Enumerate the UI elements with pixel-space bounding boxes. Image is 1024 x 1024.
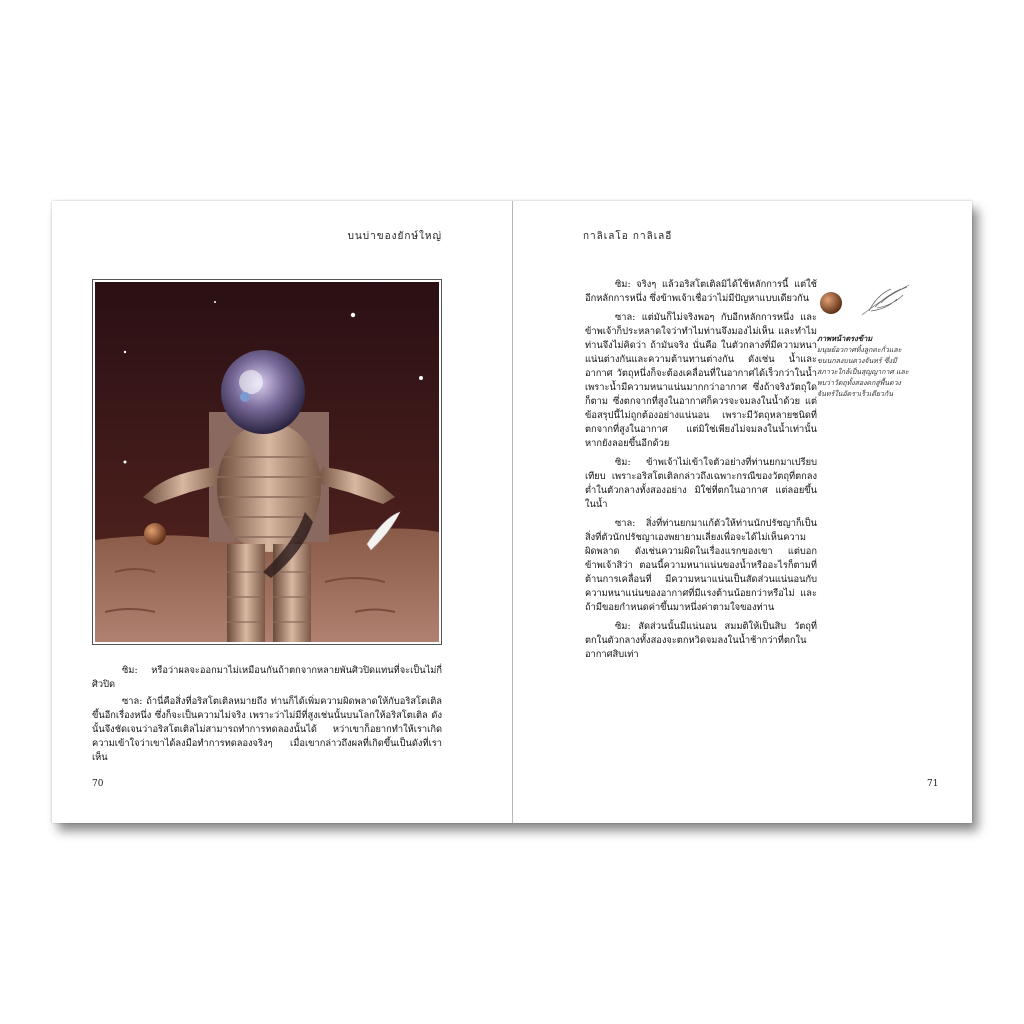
caption-text: มนุษย์อวกาศทิ้งลูกตะกั่วและขนนกลงบนดวงจันทร์ ซึ่งมีสภาวะใกล้เป็นสุญญากาศ และพบว่าวัตถุทั้งสองตกสู่พื้นดวงจันทร์ในอัตราเร็วเดียวกัน [817, 346, 909, 398]
paragraph: ซิม: ข้าพเจ้าไม่เข้าใจตัวอย่างที่ท่านยกมาเปรียบเทียบ เพราะอริสโตเติลกล่าวถึงเฉพาะกรณีของวัตถุที่ตกลงต่ำในตัวกลางทั้งสองอย่าง มิใช่ที่ตกในอากาศ แต่ลอยขึ้นในน้ำ [585, 457, 817, 510]
moon-scene-image [95, 282, 439, 642]
paragraph: ซาล: แต่มันก็ไม่จริงพอๆ กับอีกหลักการหนึ่ง และข้าพเจ้าก็ประหลาดใจว่าทำไมท่านจึงมองไม่เห็น และทำไมท่านจึงไม่คิดว่า ถ้ามันจริง นั่นคือ ในตัวกลางที่มีความหนาแน่นต่างกันและความต้านทานต่างกัน ดังเช่น น้ำและอากาศ วัตถุหนึ่งก็จะต้องเคลื่อนที่ในอากาศได้เร็วกว่าในน้ำ เพราะน้ำมีความหนาแน่นมากกว่าอากาศ ซึ่งถ้าจริงวัตถุใดก็ตาม ซึ่งตกจากที่สูงในอากาศก็ควรจะจมลงในน้ำด้วย แต่ข้อสรุปนี้ไม่ถูกต้องอย่างแน่นอน เพราะมีวัตถุหลายชนิดที่ตกจากที่สูงในอากาศ แต่มิใช่เพียงไม่จมลงในน้ำเท่านั้น หากยังลอยขึ้นอีกด้วย [585, 312, 817, 449]
paragraph: ซิม: สัดส่วนนั้นมีแน่นอน สมมติให้เป็นสิบ วัตถุที่ตกในตัวกลางทั้งสองจะตกหวิดจมลงในน้ำช้ากว่าที่ตกในอากาศสิบเท่า [585, 621, 817, 660]
paragraph: ซาล: สิ่งที่ท่านยกมาแก้ตัวให้ท่านนักปรัชญาก็เป็นสิ่งที่ตัวนักปรัชญาเองพยายามเลี่ยงเพื่อจะได้ไม่เห็นความผิดพลาด ดังเช่นความผิดในเรื่องแรกของเขา แต่บอกข้าพเจ้าสิว่า ตอนนี้ความหนาแน่นของน้ำหรืออะไรก็ตามที่ต้านการเคลื่อนที่ มีความหนาแน่นเป็นสัดส่วนแน่นอนกับความหนาแน่นของอากาศที่มีแรงต้านน้อยกว่าหรือไม่ และถ้ามีขอยกำหนดค่าขึ้นมาหนึ่งค่าตามใจของท่าน [585, 518, 817, 613]
paragraph: ซาล: ถ้านี่คือสิ่งที่อริสโตเติลหมายถึง ท่านก็ได้เพิ่มความผิดพลาดให้กับอริสโตเติลขึ้นอีกเรื่องหนึ่ง ซึ่งก็จะเป็นความไม่จริง เพราะว่าไม่มีที่สูงเช่นนั้นบนโลกให้อริสโตเติล ดังนั้นจึงชัดเจนว่าอริสโตเติลไม่สามารถทำการทดลองนั้นได้ หว่าเขาก็อยากทำให้เราเกิดความเข้าใจว่าเขาได้ลงมือทำการทดลองจริงๆ เมื่อเขากล่าวถึงผลที่เกิดขึ้นเป็นดังที่เราเห็น [92, 696, 442, 763]
left-body-text [92, 664, 442, 768]
page-number: 71 [927, 779, 939, 789]
right-body-text [585, 278, 817, 667]
sidebar-caption [817, 281, 917, 398]
sidebar-illustration [817, 281, 917, 321]
feather-icon [862, 285, 909, 315]
running-head: บนบ่าของยักษ์ใหญ่ [347, 231, 442, 242]
left-page [52, 201, 513, 823]
paragraph: ซิม: หรือว่าผลจะออกมาไม่เหมือนกันถ้าตกจากหลายพันศิวปิดแทนที่จะเป็นไม่กี่ศิวปิด [92, 665, 442, 690]
ball-icon [820, 292, 842, 314]
paragraph: ซิม: จริงๆ แล้วอริสโตเติลมิได้ใช้หลักการนี้ แต่ใช้อีกหลักการหนึ่ง ซึ่งข้าพเจ้าเชื่อว่าไม่มีปัญหาแบบเดียวกัน [585, 279, 817, 304]
right-page [513, 201, 972, 823]
running-head: กาลิเลโอ กาลิเลอี [583, 231, 673, 242]
caption-title: ภาพหน้าตรงข้าม [817, 334, 873, 343]
open-book [52, 201, 972, 823]
astronaut-illustration [92, 279, 442, 645]
page-number: 70 [92, 779, 104, 789]
